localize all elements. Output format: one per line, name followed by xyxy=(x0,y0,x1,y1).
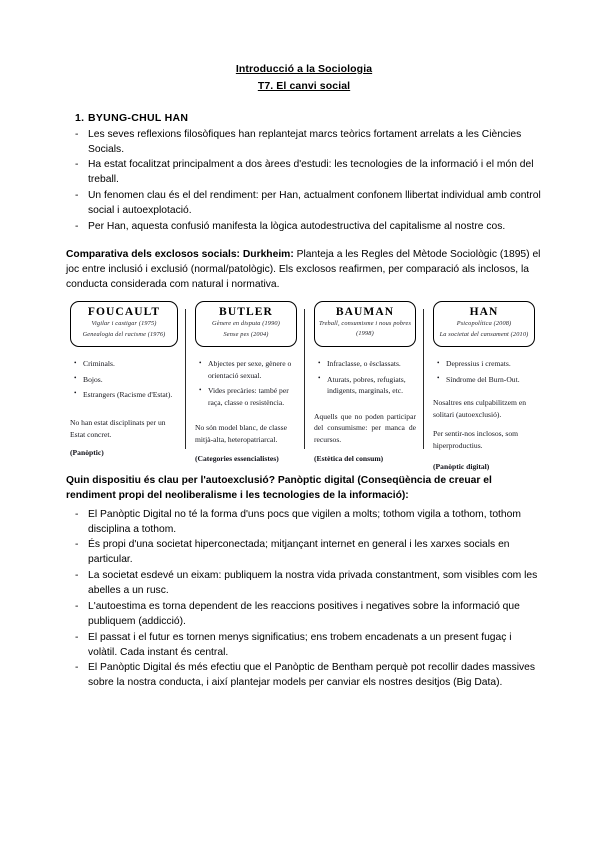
list-item: • Infraclasse, o èsclassats. xyxy=(327,358,416,370)
author-box xyxy=(70,301,178,347)
column-note-secondary: Per sentir-nos inclosos, som hiperproductius. xyxy=(433,429,519,451)
comparison-table xyxy=(66,301,542,471)
author-box xyxy=(314,301,416,347)
bullet-dash: - xyxy=(75,190,79,201)
list-item: • Síndrome del Burn-Out. xyxy=(446,374,535,386)
author-work: Psicopolítica (2008) xyxy=(456,320,512,328)
list-item xyxy=(66,568,542,598)
comparison-column-han xyxy=(423,301,542,471)
list-item-text: Un fenomen clau és el del rendiment: per Han, actualment confonem llibertat individual amb control social i autoexplotació. xyxy=(88,190,541,217)
comparison-column-butler xyxy=(185,301,304,461)
column-note: No han estat disciplinats per un Estat concret. xyxy=(70,417,166,439)
bullet-dash: - xyxy=(75,600,79,612)
list-item xyxy=(66,660,542,690)
list-item xyxy=(66,219,542,234)
author-box xyxy=(433,301,535,347)
list-item: • Criminals. xyxy=(83,358,178,370)
list-item: • Depressius i cremats. xyxy=(446,358,535,370)
author-work: Genealogia del racisme (1976) xyxy=(82,330,166,338)
column-bullet-list xyxy=(195,358,297,412)
bullet-dash: - xyxy=(75,159,79,171)
comparison-column-bauman xyxy=(304,301,423,461)
author-name: BAUMAN xyxy=(335,306,395,319)
durkheim-paragraph xyxy=(66,247,542,292)
column-divider xyxy=(304,309,305,449)
list-item xyxy=(66,630,542,660)
column-divider xyxy=(423,309,424,449)
column-divider xyxy=(185,309,186,449)
list-item-text: Ha estat focalitzat principalment a dos àrees d'estudi: les tecnologies de la informació i el món del treball. xyxy=(88,159,534,186)
durkheim-paragraph-lead: Comparativa dels exclosos socials: Durkheim: xyxy=(66,248,294,260)
list-item xyxy=(66,507,542,537)
list-item-text: Les seves reflexions filosòfiques han replantejat marcs teòrics fortament arrelats a les Ciències Socials. xyxy=(88,128,522,155)
list-item: • Estrangers (Racisme d'Estat). xyxy=(83,389,178,401)
spacer xyxy=(195,412,297,414)
column-tag: (Categories essencialistes) xyxy=(195,453,279,463)
list-item xyxy=(66,157,542,187)
list-item-text: El Panòptic Digital és més efectiu que el Panòptic de Bentham perquè pot recollir dades massives sobre la nostra conducta, i així plantejar models per canviar els nostres desitjos (Big Data). xyxy=(88,662,536,689)
spacer xyxy=(70,404,178,409)
author-box xyxy=(195,301,297,347)
column-bullet-list xyxy=(70,358,178,404)
section-heading-byung-chul-han xyxy=(66,112,542,124)
list-item-text: L'autoestima es torna dependent de les reaccions positives i negatives sobre la informació que publiquem (addicció). xyxy=(88,600,520,627)
list-item-text: El Panòptic Digital no té la forma d'uns pocs que vigilen a molts; tothom vigila a tothom, tothom disciplina a tothom. xyxy=(88,508,521,535)
author-work: Vigilar i castigar (1975) xyxy=(91,320,157,328)
spacer xyxy=(314,401,416,403)
list-item: • Abjectes per sexe, gènere o orientació sexual. xyxy=(208,358,297,382)
durkheim-paragraph-body: Planteja a les Regles del Mètode Sociològic (1895) el joc entre inclusió i exclusió (normal/patològic). Els exclosos reafirmen, per comparació als inclosos, la conducta considerada com natural i normativa. xyxy=(66,248,541,291)
section2-bullet-list xyxy=(66,507,542,691)
list-item: • Aturats, pobres, refugiats, indigents, marginals, etc. xyxy=(327,374,416,398)
comparison-column-foucault xyxy=(66,301,185,461)
column-bullet-list xyxy=(433,358,535,389)
bullet-dash: - xyxy=(75,508,79,520)
list-item: • Bojos. xyxy=(83,374,178,386)
list-item: • Vides precàries: també per raça, classe o resistència. xyxy=(208,385,297,409)
list-item-text: La societat esdevé un eixam: publiquem la nostra vida privada constantment, som visibles com les abelles a un rusc. xyxy=(88,570,538,597)
author-work: Sense pes (2004) xyxy=(223,330,269,338)
document-subtitle: T7. El canvi social xyxy=(257,79,351,92)
list-item xyxy=(66,188,542,218)
bullet-dash: - xyxy=(75,631,79,643)
author-work: Treball, consumisme i nous pobres (1998) xyxy=(318,320,412,337)
author-work: La societat del cansament (2010) xyxy=(439,330,529,338)
bullet-dash: - xyxy=(75,220,79,232)
column-note: Nosaltres ens culpabilitzem en solitari (autoexclusió). xyxy=(433,397,526,419)
section-heading-question: Quin dispositiu és clau per l'autoexclusió? Panòptic digital (Conseqüència de creuar el rendiment propi del neoliberalisme i les tecnologies de la informació): xyxy=(66,475,492,502)
author-work: Gènere en disputa (1990) xyxy=(212,320,280,328)
bullet-dash: - xyxy=(75,128,79,140)
author-name: HAN xyxy=(469,306,499,319)
list-item-text: El passat i el futur es tornen menys significatius; ens trobem encadenats a un present fugaç i volàtil. Cada instant és central. xyxy=(88,631,512,658)
bullet-dash: - xyxy=(75,662,79,674)
document-title: Introducció a la Sociologia xyxy=(235,63,373,75)
bullet-dash: - xyxy=(75,539,79,551)
section-number: 1. xyxy=(75,111,85,124)
list-item xyxy=(66,537,542,567)
author-name: FOUCAULT xyxy=(87,306,161,319)
column-tag: (Panòptic digital) xyxy=(433,461,490,471)
column-note: No són model blanc, de classe mitjà-alta, heteropatriarcal. xyxy=(195,423,287,445)
bullet-dash: - xyxy=(75,570,79,581)
column-bullet-list xyxy=(314,358,416,400)
column-note: Aquells que no poden participar del consumisme: per manca de recursos. xyxy=(314,411,416,445)
column-tag: (Estètica del consum) xyxy=(314,453,384,463)
list-item-text: Per Han, aquesta confusió manifesta la lògica autodestructiva del capitalisme al nostre cos. xyxy=(88,220,506,232)
spacer xyxy=(433,452,535,454)
author-name: BUTLER xyxy=(219,306,273,319)
section1-bullet-list xyxy=(66,127,542,234)
list-item xyxy=(66,599,542,629)
list-item xyxy=(66,127,542,157)
column-tag: (Panòptic) xyxy=(70,448,104,458)
list-item-text: És propi d'una societat hiperconectada; mitjançant internet en general i les xarxes socials en particular. xyxy=(88,539,510,566)
section-title: BYUNG-CHUL HAN xyxy=(88,111,189,124)
